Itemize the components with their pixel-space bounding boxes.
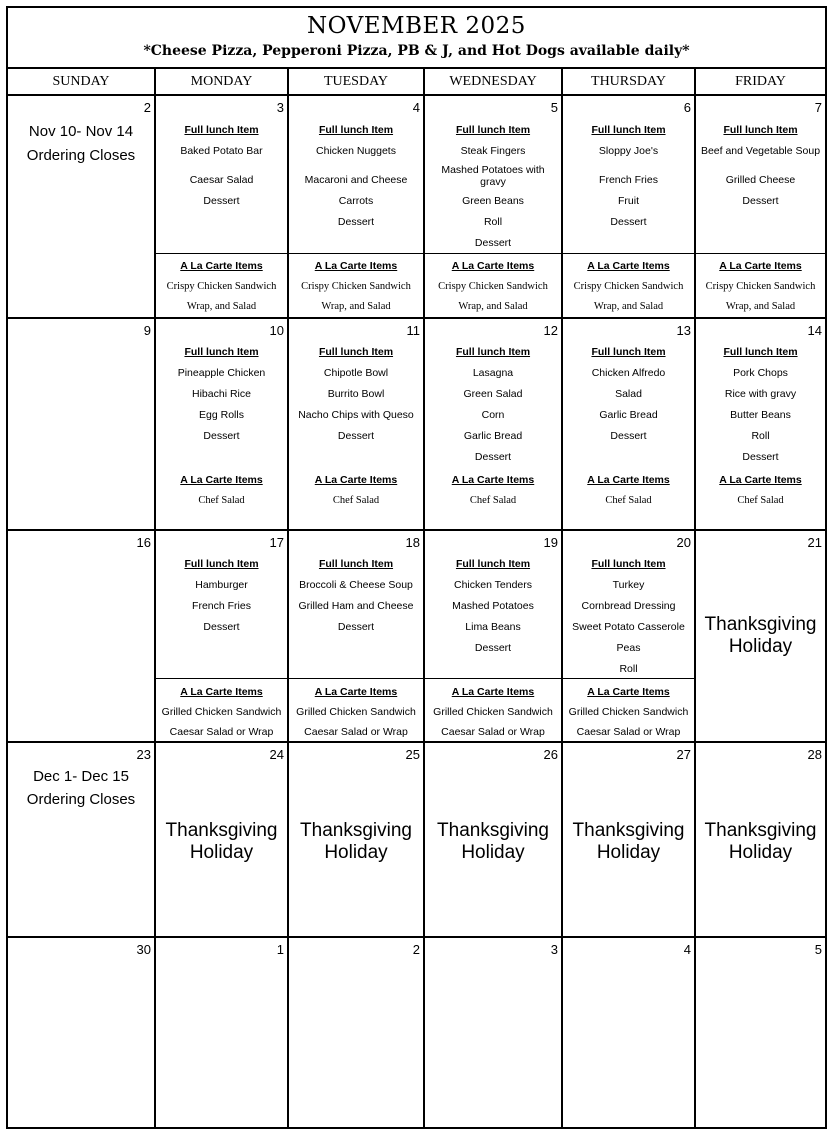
lunch-calendar [6, 6, 827, 1129]
a-la-carte-section [289, 256, 423, 316]
a-la-carte-label: A La Carte Items [451, 260, 535, 272]
day-cell-nov-11 [289, 319, 423, 529]
day-cell-nov-3 [156, 96, 287, 317]
a-la-carte-section [289, 682, 423, 742]
a-la-carte-label: A La Carte Items [719, 260, 802, 272]
full-lunch-label: Full lunch Item [184, 346, 259, 358]
calendar-header [8, 8, 825, 69]
full-lunch-section [289, 120, 423, 233]
day-cell-nov-19 [425, 531, 561, 741]
menu-item: Lima Beans [465, 621, 521, 633]
full-lunch-label: Full lunch Item [184, 124, 259, 136]
full-lunch-label: Full lunch Item [591, 124, 666, 136]
holiday-label: Holiday [596, 842, 661, 863]
day-cell-nov-23 [8, 743, 154, 936]
menu-item: Corn [481, 409, 505, 421]
day-number: 10 [269, 323, 284, 338]
a-la-carte-item: Chef Salad [198, 495, 245, 506]
menu-item: Dessert [610, 216, 647, 228]
ordering-note-text: Ordering Closes [26, 791, 136, 808]
menu-item: Garlic Bread [599, 409, 658, 421]
a-la-carte-item: Crispy Chicken Sandwich [166, 281, 277, 292]
a-la-carte-section [425, 256, 561, 316]
menu-item: Lasagna [472, 367, 514, 379]
full-lunch-label: Full lunch Item [591, 558, 666, 570]
full-lunch-section [156, 120, 287, 212]
a-la-carte-item: Wrap, and Salad [593, 300, 664, 312]
a-la-carte-item: Crispy Chicken Sandwich [301, 281, 411, 292]
day-cell-dec-4 [563, 938, 694, 1127]
a-la-carte-item: Wrap, and Salad [725, 300, 796, 312]
a-la-carte-item: Grilled Chicken Sandwich [296, 706, 416, 718]
a-la-carte-item: Caesar Salad or Wrap [304, 725, 408, 738]
menu-item: Egg Rolls [199, 409, 244, 421]
day-cell-nov-28 [696, 743, 825, 936]
a-la-carte-section [696, 470, 825, 511]
full-lunch-section [563, 342, 694, 447]
day-number: 16 [136, 535, 151, 550]
a-la-carte-label: A La Carte Items [587, 686, 670, 698]
day-cell-nov-5 [425, 96, 561, 317]
ordering-note-text: Ordering Closes [26, 147, 136, 164]
full-lunch-section [696, 342, 825, 468]
full-lunch-section [563, 120, 694, 233]
full-lunch-section [289, 554, 423, 638]
day-number: 2 [412, 942, 420, 957]
a-la-carte-section [563, 470, 694, 511]
day-cell-nov-12 [425, 319, 561, 529]
weekday-monday: MONDAY [190, 74, 253, 89]
weekday-tuesday: TUESDAY [323, 74, 389, 89]
menu-item: Chipotle Bowl [323, 367, 389, 379]
a-la-carte-item: Wrap, and Salad [321, 300, 391, 312]
day-number: 4 [683, 942, 691, 957]
menu-item: Macaroni and Cheese [304, 174, 408, 186]
a-la-carte-section [563, 682, 694, 742]
menu-item: Mashed Potatoes with gravy [441, 164, 545, 188]
day-cell-dec-5 [696, 938, 825, 1127]
menu-item: Hibachi Rice [192, 388, 251, 400]
full-lunch-section [563, 554, 694, 680]
day-cell-nov-27 [563, 743, 694, 936]
day-cell-nov-6 [563, 96, 694, 317]
day-number: 25 [405, 747, 420, 762]
a-la-carte-item: Chef Salad [469, 495, 517, 506]
menu-item: Dessert [337, 216, 375, 228]
day-cell-nov-18 [289, 531, 423, 741]
menu-item: Carrots [338, 195, 374, 207]
day-number: 26 [543, 747, 558, 762]
holiday-label: Thanksgiving [300, 820, 412, 841]
day-number: 5 [550, 100, 558, 115]
a-la-carte-item: Wrap, and Salad [458, 300, 528, 312]
ordering-note-dates: Dec 1- Dec 15 [33, 768, 129, 785]
menu-item: Dessert [474, 642, 512, 654]
a-la-carte-section [425, 682, 561, 742]
full-lunch-label: Full lunch Item [184, 558, 259, 570]
full-lunch-label: Full lunch Item [455, 346, 531, 358]
full-lunch-section [289, 342, 423, 447]
a-la-carte-label: A La Carte Items [451, 474, 535, 486]
menu-item: Chicken Tenders [453, 579, 533, 591]
menu-item: Garlic Bread [463, 430, 523, 442]
a-la-carte-label: A La Carte Items [180, 260, 263, 272]
menu-item: Roll [619, 663, 638, 675]
menu-item: Broccoli & Cheese Soup [299, 579, 413, 591]
menu-item: Baked Potato Bar [180, 145, 263, 157]
day-cell-nov-26 [425, 743, 561, 936]
full-lunch-label: Full lunch Item [318, 558, 394, 570]
a-la-carte-item: Crispy Chicken Sandwich [573, 281, 684, 292]
menu-item: Sloppy Joe's [598, 145, 659, 157]
menu-item: Dessert [474, 237, 512, 249]
full-lunch-label: Full lunch Item [455, 558, 531, 570]
a-la-carte-section [563, 256, 694, 316]
day-number: 2 [143, 100, 151, 115]
day-cell-nov-17 [156, 531, 287, 741]
day-number: 18 [405, 535, 420, 550]
day-cell-nov-7 [696, 96, 825, 317]
menu-item: Fruit [618, 195, 639, 207]
menu-item: Dessert [610, 430, 647, 442]
a-la-carte-item: Chef Salad [332, 495, 380, 506]
a-la-carte-label: A La Carte Items [587, 260, 670, 272]
a-la-carte-label: A La Carte Items [451, 686, 535, 698]
a-la-carte-item: Crispy Chicken Sandwich [705, 281, 816, 292]
day-number: 11 [406, 323, 420, 338]
holiday-label: Thanksgiving [704, 614, 817, 635]
a-la-carte-item: Grilled Chicken Sandwich [161, 706, 282, 718]
menu-item: Dessert [742, 195, 779, 207]
day-number: 21 [807, 535, 822, 550]
day-number: 13 [676, 323, 691, 338]
a-la-carte-section [156, 682, 287, 742]
a-la-carte-item: Grilled Chicken Sandwich [433, 706, 553, 718]
day-cell-nov-21 [696, 531, 825, 741]
day-number: 4 [412, 100, 420, 115]
menu-item: Butter Beans [730, 409, 791, 421]
holiday-label: Thanksgiving [165, 820, 278, 841]
day-number: 28 [807, 747, 822, 762]
day-number: 27 [676, 747, 691, 762]
menu-item: Dessert [203, 195, 240, 207]
a-la-carte-section [425, 470, 561, 511]
day-cell-nov-4 [289, 96, 423, 317]
day-number: 14 [807, 323, 822, 338]
daily-availability-note: *Cheese Pizza, Pepperoni Pizza, PB & J, and Hot Dogs available daily* [143, 43, 690, 59]
menu-item: French Fries [599, 174, 658, 186]
a-la-carte-label: A La Carte Items [180, 474, 263, 486]
day-cell-dec-2 [289, 938, 423, 1127]
a-la-carte-section [289, 470, 423, 511]
day-cell-nov-30 [8, 938, 154, 1127]
day-number: 12 [543, 323, 558, 338]
full-lunch-section [156, 342, 287, 447]
day-cell-nov-24 [156, 743, 287, 936]
a-la-carte-label: A La Carte Items [719, 474, 802, 486]
a-la-carte-item: Chef Salad [737, 495, 784, 506]
day-number: 24 [269, 747, 284, 762]
menu-item: Peas [616, 642, 641, 654]
weekday-friday: FRIDAY [735, 74, 786, 89]
menu-item: Chicken Alfredo [591, 367, 666, 379]
menu-item: Steak Fingers [460, 145, 526, 157]
day-cell-nov-13 [563, 319, 694, 529]
menu-item: Hamburger [195, 579, 248, 591]
holiday-label: Thanksgiving [437, 820, 549, 841]
menu-item: Chicken Nuggets [316, 145, 396, 157]
menu-item: Dessert [474, 451, 512, 463]
day-cell-nov-9 [8, 319, 154, 529]
menu-item: Pineapple Chicken [177, 367, 266, 379]
day-number: 3 [276, 100, 284, 115]
holiday-label: Holiday [728, 636, 793, 657]
day-number: 3 [550, 942, 558, 957]
full-lunch-section [156, 554, 287, 638]
a-la-carte-label: A La Carte Items [587, 474, 670, 486]
menu-item: Beef and Vegetable Soup [700, 145, 821, 157]
day-number: 23 [136, 747, 151, 762]
menu-item: Burrito Bowl [327, 388, 385, 400]
menu-item: Mashed Potatoes [452, 600, 534, 612]
full-lunch-label: Full lunch Item [723, 346, 798, 358]
menu-item: Nacho Chips with Queso [298, 409, 414, 421]
menu-item: Salad [615, 388, 642, 400]
full-lunch-label: Full lunch Item [591, 346, 666, 358]
menu-item: Green Beans [462, 195, 524, 207]
a-la-carte-section [156, 470, 287, 511]
menu-item: Cornbread Dressing [581, 600, 676, 612]
holiday-label: Thanksgiving [704, 820, 817, 841]
a-la-carte-label: A La Carte Items [314, 474, 398, 486]
menu-item: Dessert [203, 430, 240, 442]
holiday-label: Holiday [324, 842, 388, 863]
day-number: 20 [676, 535, 691, 550]
weekday-header-row [8, 69, 825, 96]
weekday-thursday: THURSDAY [591, 74, 666, 89]
day-cell-nov-10 [156, 319, 287, 529]
a-la-carte-item: Caesar Salad or Wrap [441, 725, 545, 738]
menu-item: Dessert [337, 621, 375, 633]
day-number: 9 [143, 323, 151, 338]
day-number: 17 [269, 535, 284, 550]
day-number: 1 [276, 942, 284, 957]
menu-item: French Fries [192, 600, 251, 612]
calendar-title: NOVEMBER 2025 [307, 13, 526, 39]
a-la-carte-item: Wrap, and Salad [186, 300, 257, 312]
menu-item: Pork Chops [733, 367, 788, 379]
day-cell-nov-14 [696, 319, 825, 529]
a-la-carte-item: Grilled Chicken Sandwich [568, 706, 689, 718]
a-la-carte-section [156, 256, 287, 316]
day-cell-nov-2 [8, 96, 154, 317]
holiday-label: Thanksgiving [572, 820, 685, 841]
a-la-carte-item: Crispy Chicken Sandwich [438, 281, 548, 292]
day-cell-nov-20 [563, 531, 694, 741]
menu-item: Roll [483, 216, 503, 228]
day-number: 19 [543, 535, 558, 550]
a-la-carte-label: A La Carte Items [314, 260, 398, 272]
menu-item: Rice with gravy [724, 388, 797, 400]
menu-item: Green Salad [463, 388, 523, 400]
day-number: 5 [814, 942, 822, 957]
a-la-carte-label: A La Carte Items [180, 686, 263, 698]
full-lunch-label: Full lunch Item [318, 346, 394, 358]
menu-item: Sweet Potato Casserole [572, 621, 685, 633]
weekday-sunday: SUNDAY [52, 74, 110, 89]
a-la-carte-section [696, 256, 825, 316]
full-lunch-label: Full lunch Item [723, 124, 798, 136]
full-lunch-section [425, 554, 561, 659]
holiday-label: Holiday [728, 842, 793, 863]
full-lunch-label: Full lunch Item [455, 124, 531, 136]
a-la-carte-item: Chef Salad [605, 495, 652, 506]
weekday-wednesday: WEDNESDAY [449, 74, 537, 89]
day-number: 7 [814, 100, 822, 115]
full-lunch-section [425, 342, 561, 468]
a-la-carte-item: Caesar Salad or Wrap [169, 725, 274, 738]
full-lunch-label: Full lunch Item [318, 124, 394, 136]
menu-item: Roll [751, 430, 770, 442]
menu-item: Grilled Ham and Cheese [298, 600, 414, 612]
full-lunch-section [425, 120, 561, 254]
menu-item: Dessert [742, 451, 779, 463]
menu-item: Grilled Cheese [725, 174, 796, 186]
day-number: 30 [136, 942, 151, 957]
a-la-carte-label: A La Carte Items [314, 686, 398, 698]
ordering-note-dates: Nov 10- Nov 14 [28, 123, 134, 140]
a-la-carte-item: Caesar Salad or Wrap [576, 725, 681, 738]
day-cell-dec-1 [156, 938, 287, 1127]
day-cell-nov-25 [289, 743, 423, 936]
day-cell-dec-3 [425, 938, 561, 1127]
full-lunch-section [696, 120, 825, 212]
holiday-label: Holiday [461, 842, 525, 863]
holiday-label: Holiday [189, 842, 254, 863]
menu-item: Dessert [337, 430, 375, 442]
menu-item: Caesar Salad [189, 174, 254, 186]
day-cell-nov-16 [8, 531, 154, 741]
menu-item: Dessert [203, 621, 240, 633]
day-number: 6 [683, 100, 691, 115]
menu-item: Turkey [612, 579, 645, 591]
